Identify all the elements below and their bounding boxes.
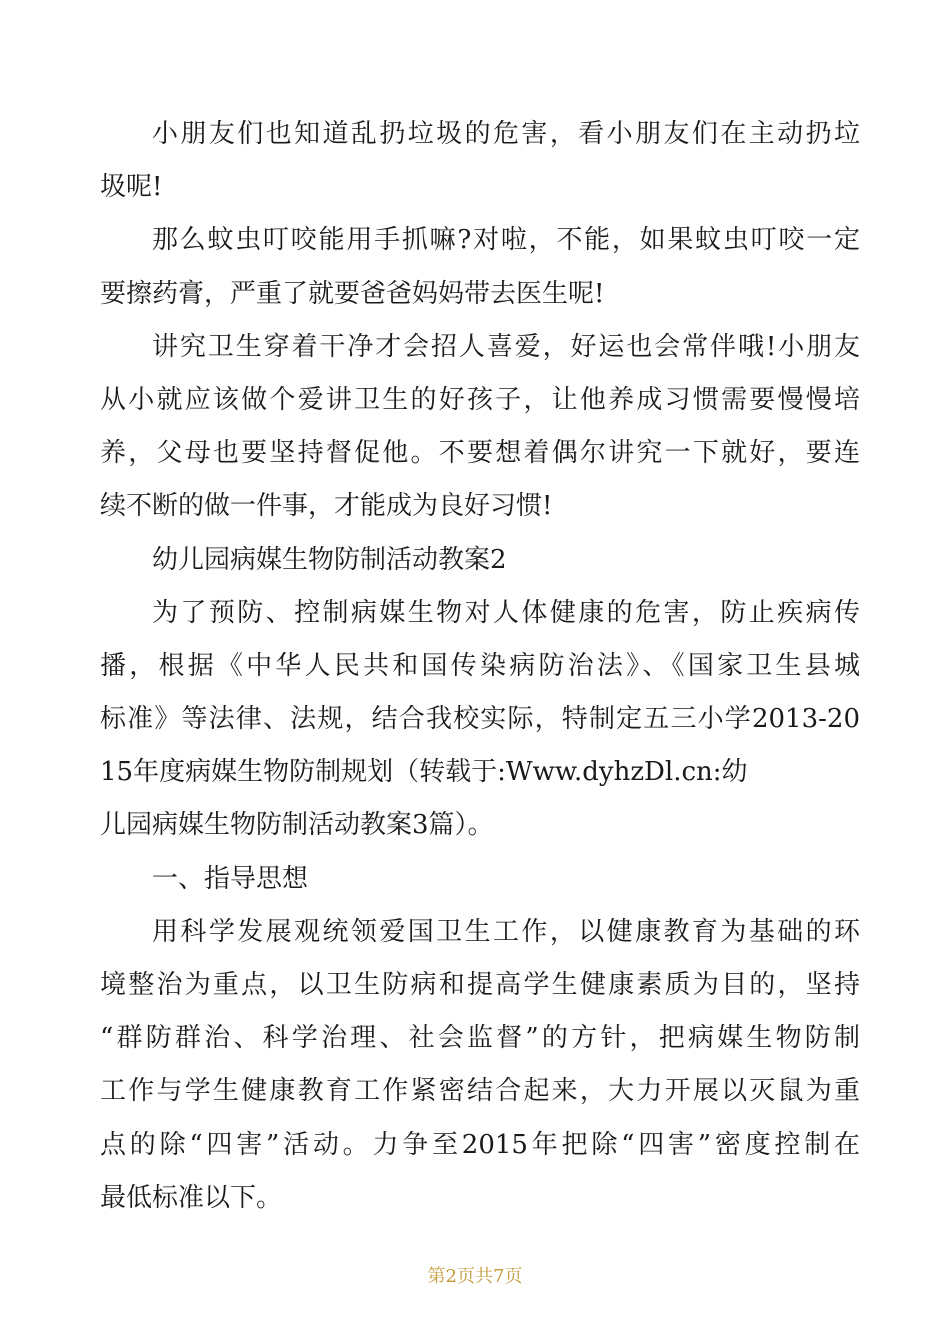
- text-line: 标准》等法律、法规，结合我校实际，特制定五三小学2013-20: [100, 704, 860, 735]
- text-line: 用科学发展观统领爱国卫生工作，以健康教育为基础的环: [152, 916, 860, 947]
- text-line: 最低标准以下。: [100, 1182, 283, 1213]
- text-line: 讲究卫生穿着干净才会招人喜爱，好运也会常伴哦!小朋友: [152, 331, 860, 362]
- text-line: 从小就应该做个爱讲卫生的好孩子，让他养成习惯需要慢慢培: [100, 384, 860, 415]
- text-line: 为了预防、控制病媒生物对人体健康的危害，防止疾病传: [152, 597, 860, 628]
- text-line: 养，父母也要坚持督促他。不要想着偶尔讲究一下就好，要连: [100, 438, 860, 469]
- text-line: 工作与学生健康教育工作紧密结合起来，大力开展以灭鼠为重: [100, 1076, 860, 1107]
- text-line: 幼儿园病媒生物防制活动教案2: [152, 544, 507, 575]
- document-body: [100, 108, 860, 1225]
- text-line: 境整治为重点，以卫生防病和提高学生健康素质为目的，坚持: [100, 970, 860, 1000]
- page-number-footer: 第2页共7页: [427, 1266, 523, 1287]
- text-line: “群防群治、科学治理、社会监督”的方针，把病媒生物防制: [100, 1023, 860, 1054]
- text-line: 那么蚊虫叮咬能用手抓嘛?对啦，不能，如果蚊虫叮咬一定: [152, 225, 860, 256]
- text-line: 点的除“四害”活动。力争至2015年把除“四害”密度控制在: [100, 1129, 860, 1160]
- text-line: 小朋友们也知道乱扔垃圾的危害，看小朋友们在主动扔垃: [152, 119, 860, 149]
- text-line: 一、指导思想: [152, 863, 309, 894]
- text-line: 圾呢!: [100, 172, 163, 203]
- text-line: 儿园病媒生物防制活动教案3篇）。: [100, 810, 494, 841]
- text-line: 要擦药膏，严重了就要爸爸妈妈带去医生呢!: [100, 278, 605, 309]
- text-line: 15年度病媒生物防制规划（转载于:Www.dyhzDl.cn:幼: [100, 757, 748, 788]
- text-line: 播，根据《中华人民共和国传染病防治法》、《国家卫生县城: [100, 650, 860, 681]
- text-line: 续不断的做一件事，才能成为良好习惯!: [100, 491, 553, 522]
